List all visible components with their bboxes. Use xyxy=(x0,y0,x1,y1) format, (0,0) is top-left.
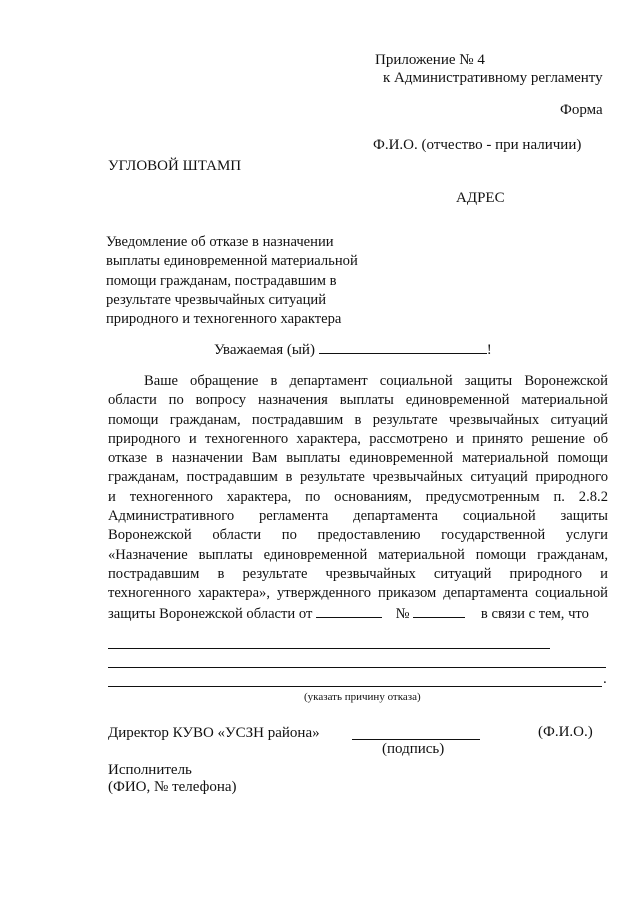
body-line: Ваше обращение в департамент социальной защиты Воронежской xyxy=(144,373,608,389)
body-line: «Назначение выплаты единовременной материальной помощи гражданам, xyxy=(108,546,608,563)
reason-line xyxy=(108,648,550,649)
body-last-text-1: защиты Воронежской области от xyxy=(108,605,313,622)
body-last-text-2: в связи с тем, что xyxy=(480,605,589,622)
executor-contact: (ФИО, № телефона) xyxy=(108,779,237,795)
recipient-address: АДРЕС xyxy=(456,190,505,206)
corner-stamp: УГЛОВОЙ ШТАМП xyxy=(108,158,242,174)
salutation-text: Уважаемая (ый) xyxy=(214,342,315,358)
body-line: помощи гражданам, пострадавшим в результате чрезвычайных ситуаций xyxy=(108,411,608,428)
director-fio: (Ф.И.О.) xyxy=(538,724,593,740)
subject-line: выплаты единовременной материальной xyxy=(106,253,358,270)
order-date-blank xyxy=(316,604,382,618)
recipient-fio: Ф.И.О. (отчество - при наличии) xyxy=(373,137,582,153)
body-line: пострадавшим в результате чрезвычайных ситуаций природного и xyxy=(108,565,608,582)
body-line: Административного регламента департамента социальной защиты xyxy=(108,508,608,525)
body-line: природного и техногенного характера, рассмотрено и принято решение об xyxy=(108,430,608,447)
appendix-number: Приложение № 4 xyxy=(375,52,485,68)
notice-subject xyxy=(106,233,358,329)
signature-caption: (подпись) xyxy=(382,741,445,757)
subject-line: Уведомление об отказе в назначении xyxy=(106,234,334,250)
reason-end-period: . xyxy=(603,671,607,687)
salutation xyxy=(214,340,492,359)
form-label: Форма xyxy=(560,102,603,118)
notice-body xyxy=(108,372,608,624)
reason-line xyxy=(108,667,606,668)
director-title: Директор КУВО «УСЗН района» xyxy=(108,725,320,741)
reason-caption: (указать причину отказа) xyxy=(304,691,421,703)
regulation-reference: к Административному регламенту xyxy=(383,70,603,86)
signature-line xyxy=(352,739,480,740)
salutation-end: ! xyxy=(486,342,492,358)
number-sign: № xyxy=(395,605,410,622)
subject-line: помощи гражданам, пострадавшим в xyxy=(106,272,337,289)
body-line: гражданам, пострадавшим в результате чрезвычайных ситуаций природного xyxy=(108,469,608,486)
order-number-blank xyxy=(413,604,465,618)
body-last-line xyxy=(108,604,608,624)
reason-line xyxy=(108,686,602,687)
body-line: техногенного характера», утвержденного приказом департамента социальной xyxy=(108,585,608,602)
subject-line: результате чрезвычайных ситуаций xyxy=(106,291,327,308)
executor-label: Исполнитель xyxy=(108,762,192,778)
body-line: отказе в назначении Вам выплаты единовременной материальной помощи xyxy=(108,450,608,467)
body-line: и техногенного характера, по основаниям, предусмотренным п. 2.8.2 xyxy=(108,488,608,505)
body-line: области по вопросу назначения выплаты единовременной материальной xyxy=(108,392,608,409)
recipient-name-blank xyxy=(319,340,487,354)
subject-line: природного и техногенного характера xyxy=(106,311,342,328)
body-line: Воронежской области по предоставлению государственной услуги xyxy=(108,527,608,544)
